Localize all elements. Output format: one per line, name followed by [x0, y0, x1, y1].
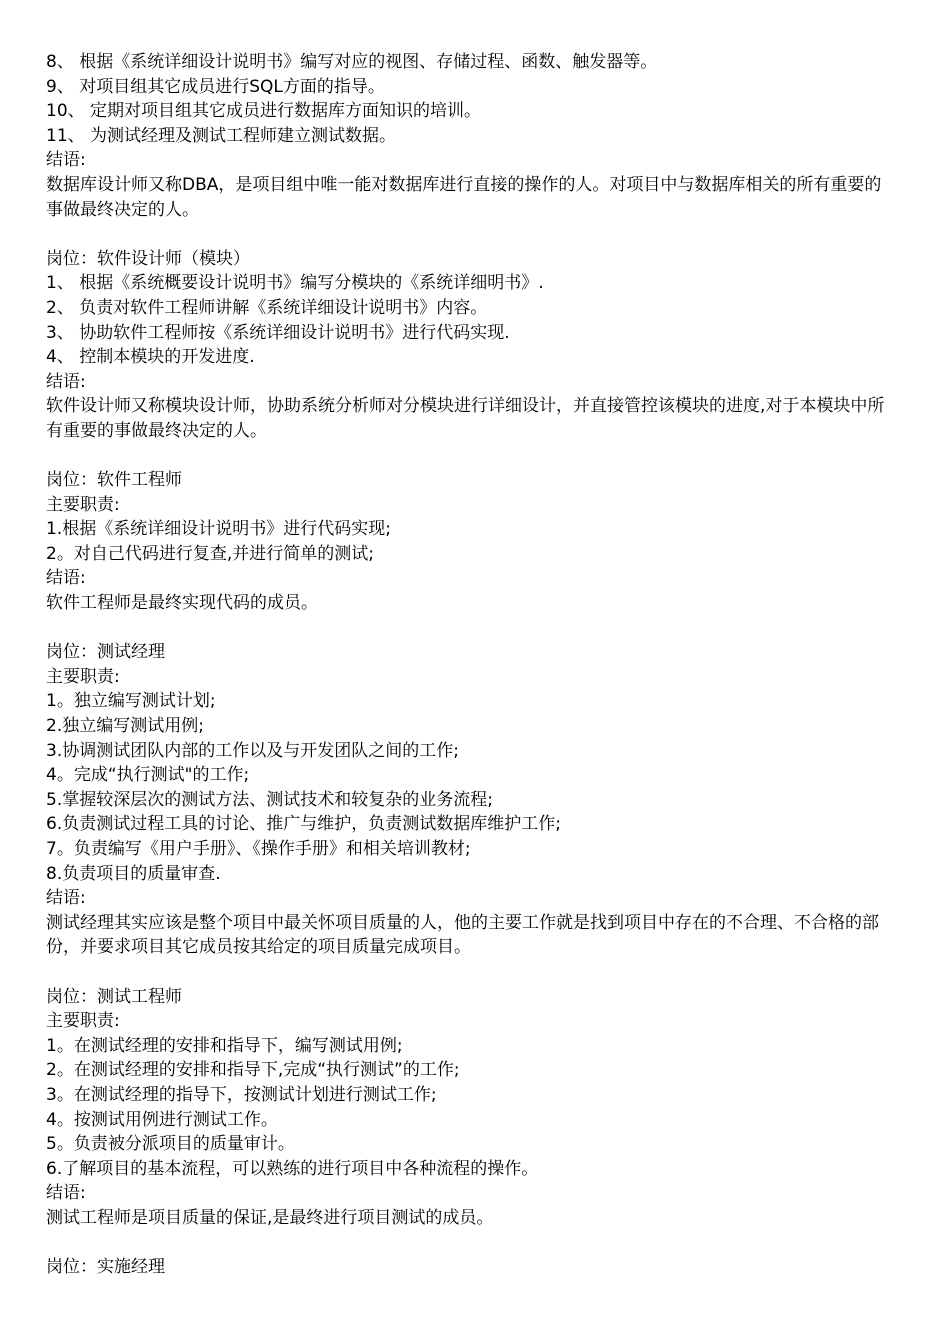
list-item: 1.根据《系统详细设计说明书》进行代码实现; [46, 519, 391, 540]
summary-label: 结语: [46, 371, 86, 392]
list-item: 10、 定期对项目组其它成员进行数据库方面知识的培训。 [46, 101, 482, 122]
list-item: 4。完成“执行测试"的工作; [46, 765, 250, 786]
section-spacer [46, 1231, 906, 1256]
list-item: 3、 协助软件工程师按《系统详细设计说明书》进行代码实现. [46, 322, 510, 343]
duties-label: 主要职责: [46, 494, 120, 515]
duties-label: 主要职责: [46, 666, 120, 687]
list-item: 2.独立编写测试用例; [46, 716, 204, 737]
section-spacer [46, 616, 906, 641]
list-item: 1。在测试经理的安排和指导下，编写测试用例; [46, 1035, 403, 1056]
section-module-designer [46, 247, 906, 444]
section-test-engineer [46, 985, 906, 1231]
summary-paragraph: 数据库设计师又称DBA，是项目组中唯一能对数据库进行直接的操作的人。对项目中与数据库相关的所有重要的事做最终决定的人。 [46, 174, 882, 220]
list-item: 5.掌握较深层次的测试方法、测试技术和较复杂的业务流程; [46, 789, 493, 810]
section-title: 岗位：实施经理 [46, 1257, 165, 1278]
duties-label: 主要职责: [46, 1011, 120, 1032]
summary-paragraph: 软件设计师又称模块设计师，协助系统分析师对分模块进行详细设计，并直接管控该模块的进度,对于本模块中所有重要的事做最终决定的人。 [46, 396, 885, 441]
summary-paragraph: 测试工程师是项目质量的保证,是最终进行项目测试的成员。 [46, 1207, 494, 1228]
list-item: 2、 负责对软件工程师讲解《系统详细设计说明书》内容。 [46, 297, 488, 318]
list-item: 7。负责编写《用户手册》、《操作手册》和相关培训教材; [46, 839, 471, 859]
section-spacer [46, 444, 906, 469]
section-title: 岗位：测试经理 [46, 642, 165, 663]
section-title: 岗位：测试工程师 [46, 986, 182, 1007]
section-spacer [46, 960, 906, 985]
dba-task-list [46, 50, 906, 148]
section-title: 岗位：软件设计师（模块） [46, 248, 250, 269]
list-item: 4。按测试用例进行测试工作。 [46, 1109, 278, 1130]
list-item: 2。在测试经理的安排和指导下,完成“执行测试”的工作; [46, 1060, 460, 1081]
list-item: 5。负责被分派项目的质量审计。 [46, 1134, 295, 1155]
list-item: 6.了解项目的基本流程，可以熟练的进行项目中各种流程的操作。 [46, 1158, 539, 1179]
summary-paragraph: 软件工程师是最终实现代码的成员。 [46, 593, 318, 614]
list-item: 3.协调测试团队内部的工作以及与开发团队之间的工作; [46, 740, 459, 761]
list-item: 11、 为测试经理及测试工程师建立测试数据。 [46, 125, 397, 146]
list-item: 2。对自己代码进行复查,并进行简单的测试; [46, 543, 374, 564]
list-item: 9、 对项目组其它成员进行SQL方面的指导。 [46, 76, 385, 97]
section-test-manager [46, 640, 906, 960]
summary-label: 结语: [46, 150, 86, 171]
summary-label: 结语: [46, 568, 86, 589]
summary-label: 结语: [46, 1183, 86, 1204]
section-spacer [46, 222, 906, 247]
list-item: 6.负责测试过程工具的讨论、推广与维护，负责测试数据库维护工作; [46, 814, 561, 835]
summary-label: 结语: [46, 888, 86, 909]
document-body [46, 50, 906, 1280]
list-item: 8、 根据《系统详细设计说明书》编写对应的视图、存储过程、函数、触发器等。 [46, 52, 658, 72]
list-item: 8.负责项目的质量审查. [46, 863, 221, 884]
list-item: 4、 控制本模块的开发进度. [46, 347, 255, 368]
section-implementation-manager [46, 1255, 906, 1280]
list-item: 1、 根据《系统概要设计说明书》编写分模块的《系统详细明书》. [46, 273, 544, 294]
list-item: 1。独立编写测试计划; [46, 691, 216, 712]
summary-paragraph: 测试经理其实应该是整个项目中最关怀项目质量的人，他的主要工作就是找到项目中存在的不合理、不合格的部份，并要求项目其它成员按其给定的项目质量完成项目。 [46, 912, 879, 958]
section-software-engineer [46, 468, 906, 616]
section-title: 岗位：软件工程师 [46, 470, 182, 491]
list-item: 3。在测试经理的指导下，按测试计划进行测试工作; [46, 1084, 437, 1105]
